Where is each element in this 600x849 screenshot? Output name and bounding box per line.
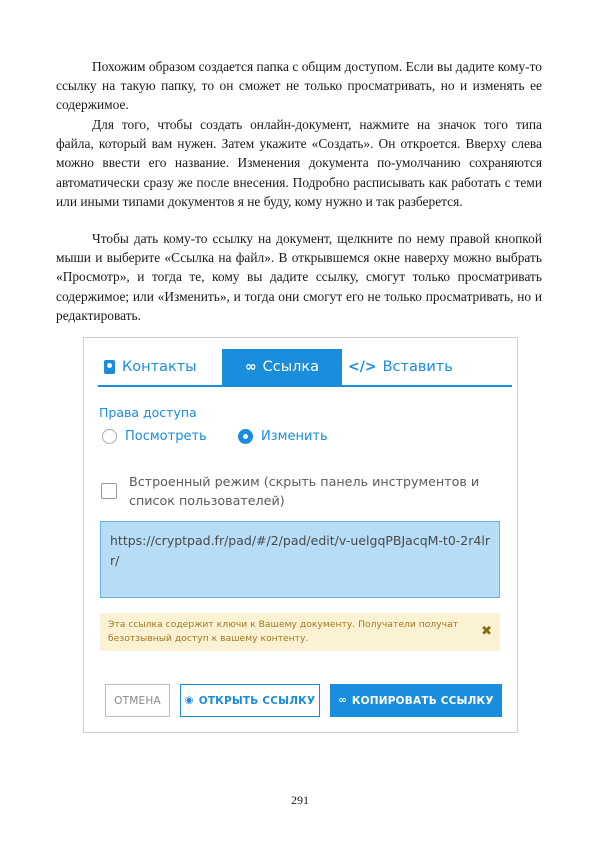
- tab-embed-label: Вставить: [382, 359, 453, 375]
- paragraph-create-document: Для того, чтобы создать онлайн-документ, нажмите на значок того типа файла, который вам нужен. Затем укажите «Создать». Он откроется. Вверху слева можно ввести его название. Изменения документа по-умолчанию сохраняются автоматически сразу же после внесения. Подробно расписывать как работать с теми или иными типами документов я не буду, кому нужно и так разберется.: [56, 117, 542, 209]
- cancel-button-label: ОТМЕНА: [114, 694, 161, 707]
- paragraph-shared-folder: Похожим образом создается папка с общим доступом. Если вы дадите кому-то ссылку на такую папку, то он сможет не только просматривать, но и изменять ее содержимое.: [56, 59, 542, 113]
- cancel-button[interactable]: [105, 684, 170, 717]
- tab-link[interactable]: [222, 349, 342, 385]
- paragraph-share-link: Чтобы дать кому-то ссылку на документ, щелкните по нему правой кнопкой мыши и выберите «Ссылка на файл». В открывшемся окне наверху можно выбрать «Просмотр», и тогда те, кому вы дадите ссылку, смогут только просматривать содержимое; или «Изменить», и тогда они смогут его не только просматривать, но и редактировать.: [56, 231, 542, 323]
- radio-edit-label: Изменить: [261, 429, 328, 444]
- embed-mode-label: Встроенный режим (скрыть панель инструментов и список пользователей): [129, 474, 480, 508]
- open-link-button-label: ОТКРЫТЬ ССЫЛКУ: [198, 694, 316, 707]
- radio-view-button[interactable]: [102, 429, 117, 444]
- link-icon: ∞: [244, 359, 257, 375]
- radio-view-label: Посмотреть: [125, 429, 207, 444]
- code-icon: </>: [348, 359, 377, 375]
- contact-card-icon: [104, 360, 115, 374]
- copy-link-button-label: КОПИРОВАТЬ ССЫЛКУ: [351, 694, 494, 707]
- tab-contacts-label: Контакты: [122, 359, 197, 375]
- radio-view-option[interactable]: [102, 429, 207, 444]
- share-tabs: [98, 349, 512, 387]
- warning-banner: [100, 613, 500, 651]
- access-rights-label: Права доступа: [99, 405, 197, 420]
- tab-contacts[interactable]: [104, 349, 224, 385]
- radio-edit-button[interactable]: [238, 429, 253, 444]
- open-link-button[interactable]: [180, 684, 320, 717]
- embed-mode-checkbox[interactable]: [101, 483, 117, 499]
- share-url-field[interactable]: https://cryptpad.fr/pad/#/2/pad/edit/v-uelgqPBJacqM-t0-2r4lrr/: [100, 521, 500, 598]
- warning-text: Эта ссылка содержит ключи к Вашему документу. Получатели получат безотзывный доступ к вашему контенту.: [108, 619, 459, 644]
- eye-icon: ◉: [184, 695, 194, 706]
- copy-link-button[interactable]: [330, 684, 502, 717]
- tab-embed[interactable]: [348, 349, 468, 385]
- radio-edit-option[interactable]: [238, 429, 328, 444]
- share-dialog-screenshot: [83, 337, 518, 733]
- page-number: 291: [291, 793, 309, 807]
- close-icon[interactable]: ✖: [481, 624, 492, 639]
- tab-link-label: Ссылка: [262, 359, 320, 375]
- link-icon: ∞: [338, 695, 347, 706]
